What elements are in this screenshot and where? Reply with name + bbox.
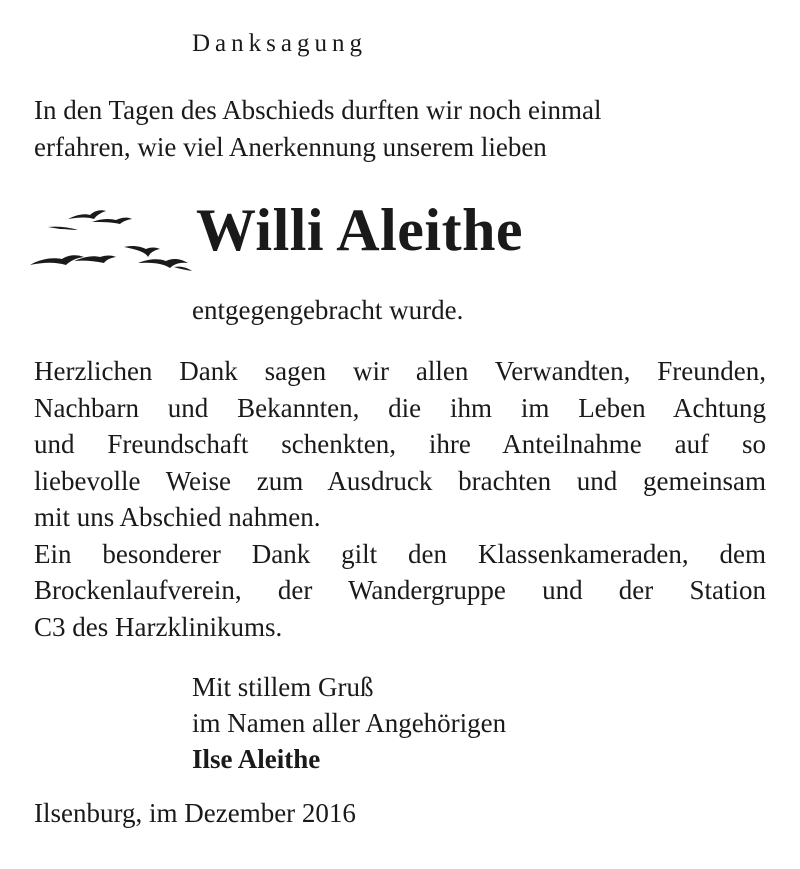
signature-name: Ilse Aleithe <box>192 744 321 774</box>
after-name-text: entgegengebracht wurde. <box>192 295 464 325</box>
notice-heading: Danksagung <box>192 30 367 57</box>
closing-greeting: Mit stillem Gruß <box>192 672 374 702</box>
closing-on-behalf: im Namen aller Angehörigen <box>192 708 507 738</box>
flying-birds-icon <box>28 205 196 277</box>
place-date: Ilsenburg, im Dezember 2016 <box>34 798 356 828</box>
body-line: liebevolle Weise zum Ausdruck brachten und gemeinsam <box>34 465 766 496</box>
intro-line: In den Tagen des Abschieds durften wir noch einmal <box>34 95 602 125</box>
body-line: Ein besonderer Dank gilt den Klassenkameraden, dem <box>34 538 766 569</box>
body-line: Brockenlaufverein, der Wandergruppe und der Station <box>34 575 766 605</box>
thanks-paragraph <box>34 353 766 645</box>
deceased-name: Willi Aleithe <box>196 197 524 263</box>
intro-paragraph <box>34 92 766 166</box>
body-line: C3 des Harzklinikums. <box>34 611 283 642</box>
body-line: und Freundschaft schenkten, ihre Anteilnahme auf so <box>34 429 766 459</box>
intro-line: erfahren, wie viel Anerkennung unserem lieben <box>34 132 547 162</box>
body-line: Herzlichen Dank sagen wir allen Verwandten, Freunden, <box>34 356 766 386</box>
closing-block <box>192 669 506 777</box>
body-line: Nachbarn und Bekannten, die ihm im Leben Achtung <box>34 392 766 423</box>
body-line: mit uns Abschied nahmen. <box>34 502 321 532</box>
